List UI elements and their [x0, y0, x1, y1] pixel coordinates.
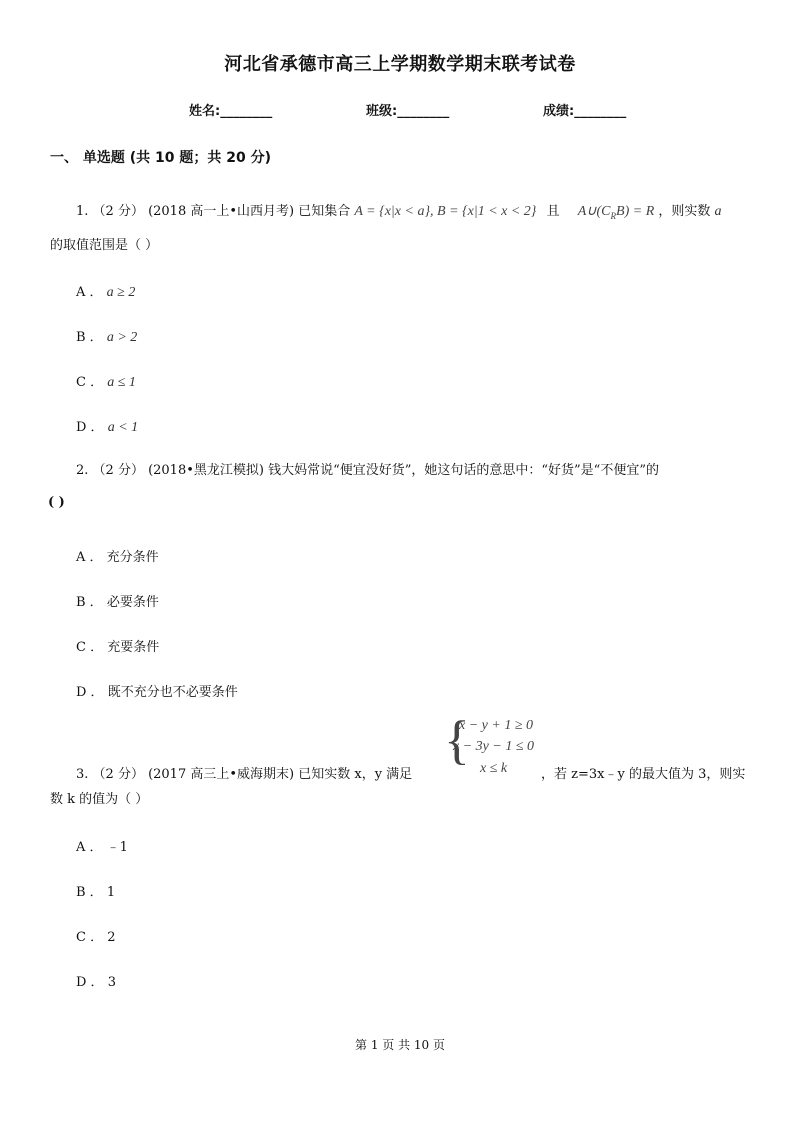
- question-1-variable: a: [714, 204, 722, 219]
- exam-title: 河北省承德市高三上学期数学期末联考试卷: [224, 54, 576, 75]
- question-1-option-d[interactable]: D ． a < 1: [76, 420, 139, 435]
- question-1-option-b[interactable]: B ． a > 2: [76, 330, 138, 345]
- question-3-stem-prefix: 3. （2 分） (2017 高三上•威海期末) 已知实数 x，y 满足: [76, 767, 413, 782]
- question-3-stem-suffix: ，若 z=3x﹣y 的最大值为 3，则实: [541, 767, 746, 782]
- question-1-stem-line2: 的取值范围是（ ）: [50, 238, 159, 253]
- question-3-stem-line2: 数 k 的值为（ ）: [50, 792, 149, 807]
- question-2-option-c[interactable]: C ． 充要条件: [76, 640, 160, 655]
- question-1-suffix: ，则实数: [658, 204, 711, 219]
- question-2-option-d[interactable]: D ． 既不充分也不必要条件: [76, 685, 238, 700]
- question-3-option-d[interactable]: D ． 3: [76, 975, 116, 990]
- question-2-option-a[interactable]: A ． 充分条件: [76, 550, 159, 565]
- question-2-stem-line2: ( ): [48, 495, 65, 510]
- question-1-conjunction: 且: [546, 204, 560, 219]
- score-field-label: 成绩:________: [543, 104, 627, 119]
- question-3-option-b[interactable]: B ． 1: [76, 885, 116, 900]
- name-field-label: 姓名:________: [189, 104, 273, 119]
- class-field-label: 班级:________: [366, 104, 450, 119]
- question-3-option-a[interactable]: A ． ﹣1: [76, 840, 128, 855]
- question-1-stem: [76, 200, 722, 221]
- system-line-2: x − 3y − 1 ≤ 0: [453, 739, 535, 754]
- section-heading: 一、 单选题 (共 10 题；共 20 分): [50, 150, 272, 166]
- page-footer: 第 1 页 共 10 页: [355, 1038, 445, 1052]
- question-1-prefix: 1. （2 分） (2018 高一上•山西月考) 已知集合: [76, 204, 351, 219]
- left-brace: {: [444, 710, 470, 770]
- question-2-stem: 2. （2 分） (2018•黑龙江模拟) 钱大妈常说“便宜没好货”，她这句话的意思中：“好货”是“不便宜”的: [76, 463, 659, 478]
- question-1-set-formula: A = {x|x < a}, B = {x|1 < x < 2}: [354, 204, 537, 219]
- question-1-union-formula: $A\cup(C_RB) = R$: [577, 204, 655, 221]
- question-1-option-a[interactable]: A ． a ≥ 2: [76, 285, 136, 300]
- question-2-option-b[interactable]: B ． 必要条件: [76, 595, 159, 610]
- question-1-option-c[interactable]: C ． a ≤ 1: [76, 375, 136, 390]
- question-3-option-c[interactable]: C ． 2: [76, 930, 116, 945]
- system-line-1: x − y + 1 ≥ 0: [459, 718, 534, 733]
- system-line-3: x ≤ k: [480, 761, 508, 776]
